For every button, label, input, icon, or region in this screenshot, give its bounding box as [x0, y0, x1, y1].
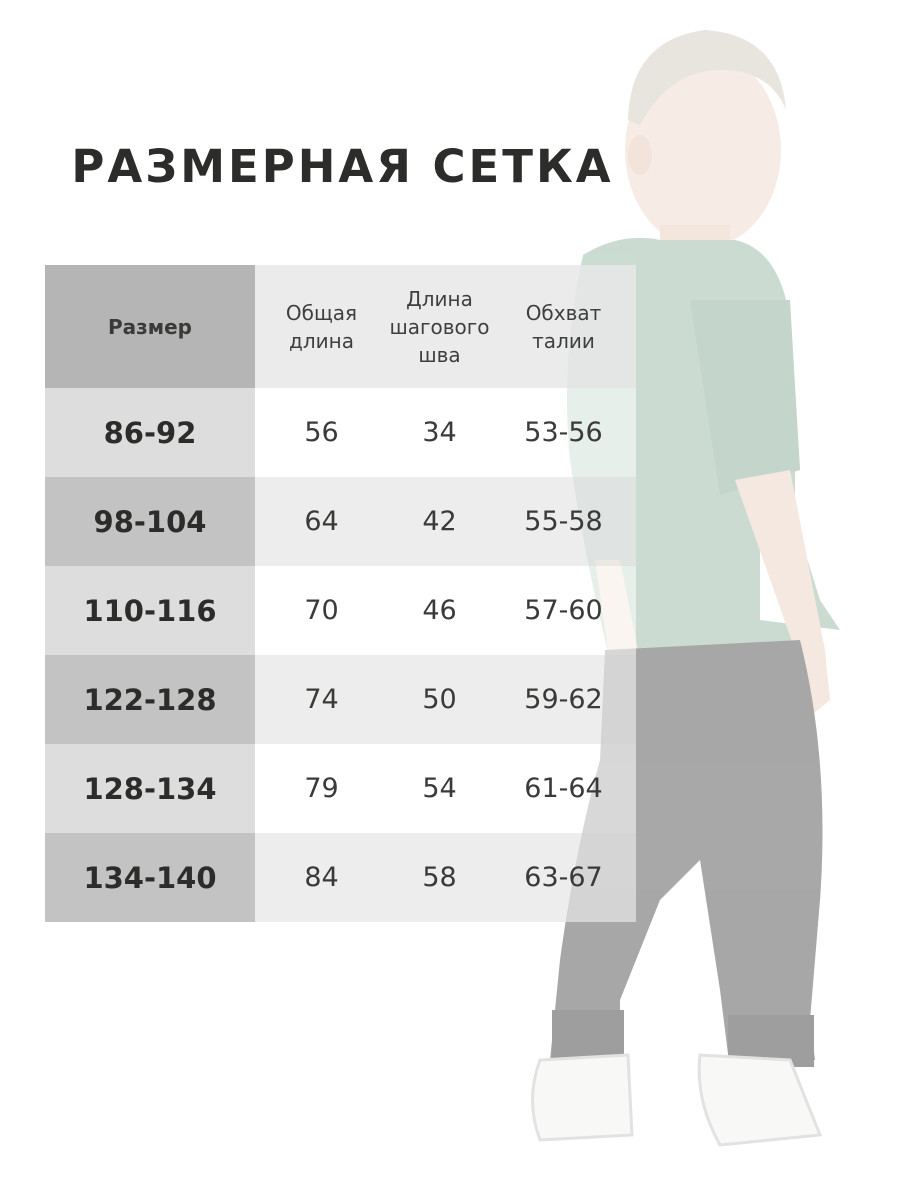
size-cell: 98-104 [45, 477, 255, 566]
inseam-cell: 50 [388, 655, 491, 744]
model-shoe-right [699, 1055, 820, 1145]
header-total-length [255, 265, 388, 388]
total-length-cell: 79 [255, 744, 388, 833]
waist-cell: 61-64 [491, 744, 636, 833]
size-cell: 122-128 [45, 655, 255, 744]
header-size: Размер [45, 265, 255, 388]
table-row [45, 744, 636, 833]
total-length-cell: 70 [255, 566, 388, 655]
table-header-row [45, 265, 636, 388]
total-length-cell: 56 [255, 388, 388, 477]
inseam-cell: 58 [388, 833, 491, 922]
size-cell: 128-134 [45, 744, 255, 833]
table-row [45, 388, 636, 477]
header-inseam-line: Длина [406, 286, 473, 311]
header-inseam [388, 265, 491, 388]
inseam-cell: 34 [388, 388, 491, 477]
page-title: РАЗМЕРНАЯ СЕТКА [71, 140, 614, 193]
waist-cell: 59-62 [491, 655, 636, 744]
model-cuff-left [552, 1010, 624, 1062]
header-waist-line: Обхват [525, 300, 602, 325]
size-cell: 110-116 [45, 566, 255, 655]
inseam-cell: 46 [388, 566, 491, 655]
header-total-length-line: длина [289, 328, 354, 353]
size-cell: 134-140 [45, 833, 255, 922]
model-shoe-left [533, 1055, 633, 1140]
table-row [45, 477, 636, 566]
table-row [45, 566, 636, 655]
header-inseam-line: шагового [389, 314, 490, 339]
header-waist [491, 265, 636, 388]
size-chart-table [45, 265, 636, 922]
inseam-cell: 54 [388, 744, 491, 833]
size-cell: 86-92 [45, 388, 255, 477]
waist-cell: 63-67 [491, 833, 636, 922]
table-row [45, 833, 636, 922]
total-length-cell: 64 [255, 477, 388, 566]
header-inseam-line: шва [418, 342, 461, 367]
total-length-cell: 74 [255, 655, 388, 744]
header-waist-line: талии [532, 328, 595, 353]
header-total-length-line: Общая [285, 300, 358, 325]
inseam-cell: 42 [388, 477, 491, 566]
table-row [45, 655, 636, 744]
waist-cell: 57-60 [491, 566, 636, 655]
total-length-cell: 84 [255, 833, 388, 922]
waist-cell: 55-58 [491, 477, 636, 566]
waist-cell: 53-56 [491, 388, 636, 477]
